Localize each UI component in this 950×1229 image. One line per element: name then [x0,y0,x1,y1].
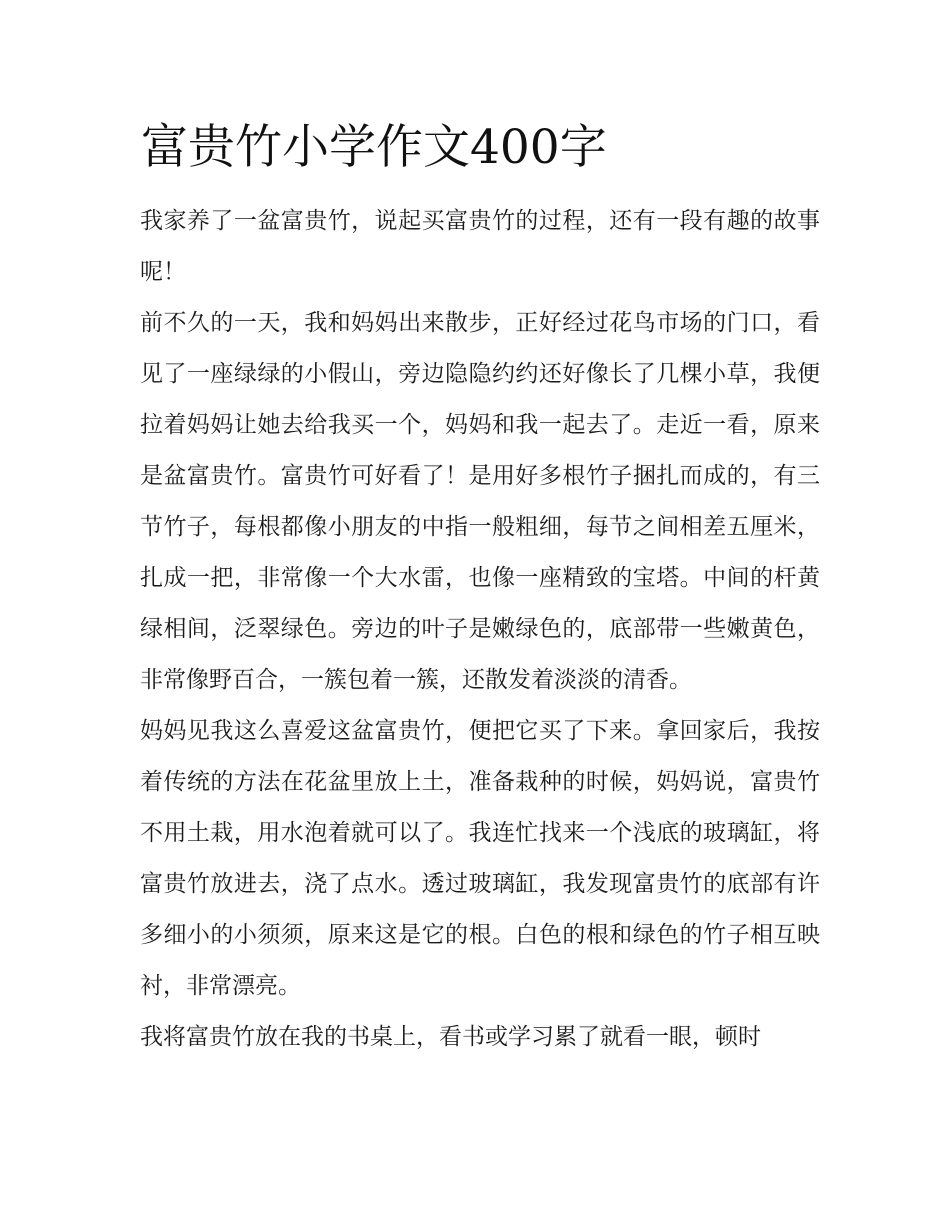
paragraph-3: 妈妈见我这么喜爱这盆富贵竹，便把它买了下来。拿回家后，我按着传统的方法在花盆里放上土，准备栽种的时候，妈妈说，富贵竹不用土栽，用水泡着就可以了。我连忙找来一个浅底的玻璃缸，将富贵竹放进去，浇了点水。透过玻璃缸，我发现富贵竹的底部有许多细小的小须须，原来这是它的根。白色的根和绿色的竹子相互映衬，非常漂亮。 [140,718,820,999]
paragraph-2: 前不久的一天，我和妈妈出来散步，正好经过花鸟市场的门口，看见了一座绿绿的小假山，旁边隐隐约约还好像长了几棵小草，我便拉着妈妈让她去给我买一个，妈妈和我一起去了。走近一看，原来是盆富贵竹。富贵竹可好看了！是用好多根竹子捆扎而成的，有三节竹子，每根都像小朋友的中指一般粗细，每节之间相差五厘米，扎成一把，非常像一个大水雷，也像一座精致的宝塔。中间的杆黄绿相间，泛翠绿色。旁边的叶子是嫩绿色的，底部带一些嫩黄色，非常像野百合，一簇包着一簇，还散发着淡淡的清香。 [140,310,820,693]
document-title: 富贵竹小学作文400字 [141,120,607,175]
paragraph-4: 我将富贵竹放在我的书桌上，看书或学习累了就看一眼，顿时 [140,1024,761,1050]
document-body [140,196,820,1063]
paragraph-1: 我家养了一盆富贵竹，说起买富贵竹的过程，还有一段有趣的故事呢！ [140,208,820,285]
